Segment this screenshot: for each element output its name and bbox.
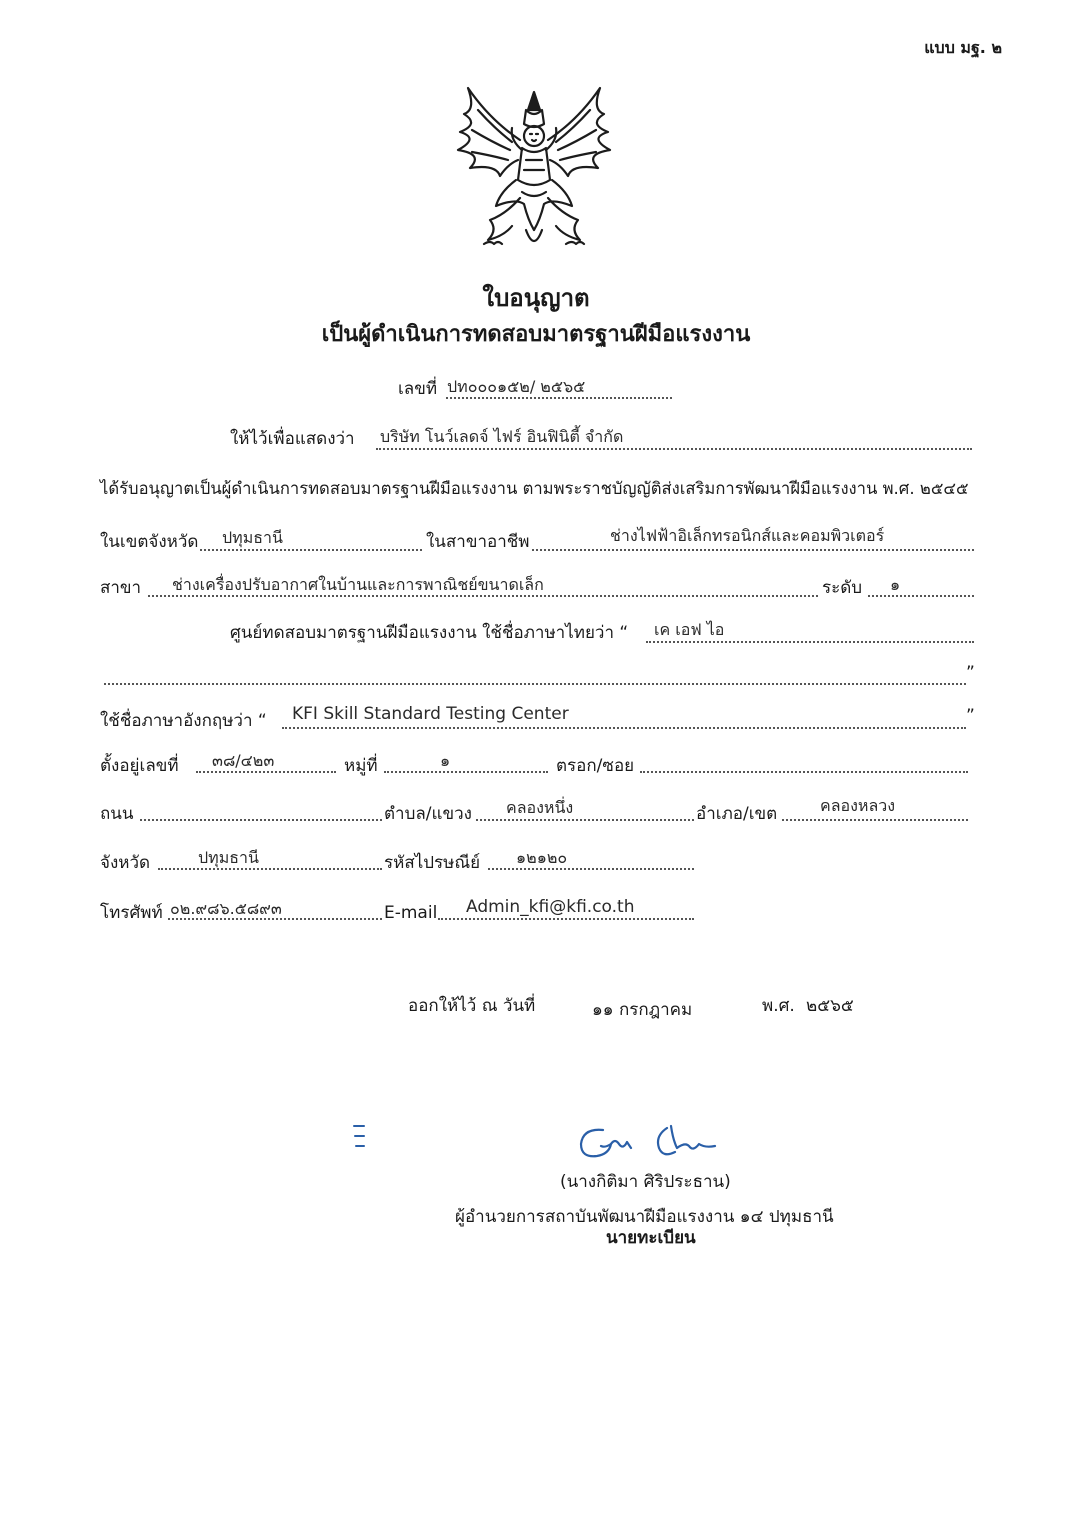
issued-day-month: ๑๑ กรกฎาคม [592, 1000, 693, 1020]
license-no-line [446, 397, 672, 399]
grantee-label: ให้ไว้เพื่อแสดงว่า [230, 429, 355, 449]
branch-label: สาขา [100, 578, 142, 598]
handwritten-signature-icon [575, 1118, 735, 1166]
center-english-value: KFI Skill Standard Testing Center [292, 704, 569, 724]
issued-year: ๒๕๖๕ [806, 996, 854, 1016]
road-label: ถนน [100, 804, 134, 824]
license-no-label: เลขที่ [398, 379, 438, 399]
branch-line [148, 595, 818, 597]
level-value: ๑ [890, 575, 901, 594]
grantee-line [376, 448, 972, 450]
province-label: ในเขตจังหวัด [100, 532, 199, 552]
occupation-line [532, 549, 974, 551]
license-statement: ได้รับอนุญาตเป็นผู้ดำเนินการทดสอบมาตรฐานฝีมือแรงงาน ตามพระราชบัญญัติส่งเสริมการพัฒนาฝีมือแรงงาน พ.ศ. ๒๕๔๕ [100, 479, 969, 498]
center-thai-value: เค เอฟ ไอ [654, 620, 725, 639]
email-line [438, 918, 694, 920]
address-number-value: ๓๘/๔๒๓ [212, 751, 275, 770]
province-value: ปทุมธานี [222, 528, 283, 547]
center-english-close-quote: ” [966, 706, 975, 726]
center-english-line [282, 727, 966, 729]
phone-line [168, 918, 382, 920]
phone-value: ๐๒.๙๘๖.๕๘๙๓ [170, 899, 282, 918]
district-label: อำเภอ/เขต [696, 804, 778, 824]
license-no-value: ปท๐๐๐๑๕๒/ ๒๕๖๕ [447, 377, 586, 396]
phone-label: โทรศัพท์ [100, 903, 163, 923]
signatory-position: ผู้อำนวยการสถาบันพัฒนาฝีมือแรงงาน ๑๔ ปทุมธานี [455, 1207, 834, 1227]
province-line [200, 549, 422, 551]
signatory-role: นายทะเบียน [606, 1228, 696, 1248]
address-number-line [196, 771, 336, 773]
road-line [140, 819, 382, 821]
document-title: ใบอนุญาต [482, 284, 590, 312]
occupation-label: ในสาขาอาชีพ [426, 532, 530, 552]
email-value: Admin_kfi@kfi.co.th [466, 897, 635, 917]
subdistrict-label: ตำบล/แขวง [384, 804, 472, 824]
subdistrict-line [476, 819, 694, 821]
email-label: E-mail [384, 903, 438, 923]
branch-value: ช่างเครื่องปรับอากาศในบ้านและการพาณิชย์ขนาดเล็ก [172, 575, 544, 594]
garuda-emblem-icon [450, 80, 618, 260]
issued-year-label: พ.ศ. [762, 996, 795, 1016]
occupation-value: ช่างไฟฟ้าอิเล็กทรอนิกส์และคอมพิวเตอร์ [610, 526, 885, 545]
address-number-label: ตั้งอยู่เลขที่ [100, 756, 179, 776]
level-line [868, 595, 974, 597]
form-code: แบบ มฐ. ๒ [924, 38, 1002, 57]
document-subtitle: เป็นผู้ดำเนินการทดสอบมาตรฐานฝีมือแรงงาน [321, 322, 751, 347]
postcode-label: รหัสไปรษณีย์ [384, 853, 481, 873]
soi-line [640, 771, 968, 773]
subdistrict-value: คลองหนึ่ง [506, 798, 574, 817]
ink-mark-icon [352, 1122, 368, 1152]
district-value: คลองหลวง [820, 796, 896, 815]
postcode-value: ๑๒๑๒๐ [516, 848, 568, 867]
grantee-value: บริษัท โนว์เลดจ์ ไฟร์ อินฟินิตี้ จำกัด [380, 427, 624, 446]
postcode-line [488, 868, 694, 870]
center-thai-line [646, 641, 974, 643]
address-province-line [158, 868, 382, 870]
center-thai-label: ศูนย์ทดสอบมาตรฐานฝีมือแรงงาน ใช้ชื่อภาษาไทยว่า “ [230, 623, 629, 643]
soi-label: ตรอก/ซอย [556, 756, 635, 776]
center-thai-close-quote: ” [966, 663, 975, 683]
district-line [782, 819, 968, 821]
center-english-label: ใช้ชื่อภาษาอังกฤษว่า “ [100, 711, 267, 731]
moo-value: ๑ [440, 751, 451, 770]
center-thai-line-2 [104, 683, 966, 685]
signatory-name: (นางกิติมา ศิริประธาน) [560, 1172, 731, 1192]
address-province-label: จังหวัด [100, 853, 151, 873]
level-label: ระดับ [822, 578, 863, 598]
moo-label: หมู่ที่ [344, 756, 378, 776]
address-province-value: ปทุมธานี [198, 848, 259, 867]
issued-label: ออกให้ไว้ ณ วันที่ [408, 996, 536, 1016]
moo-line [384, 771, 548, 773]
